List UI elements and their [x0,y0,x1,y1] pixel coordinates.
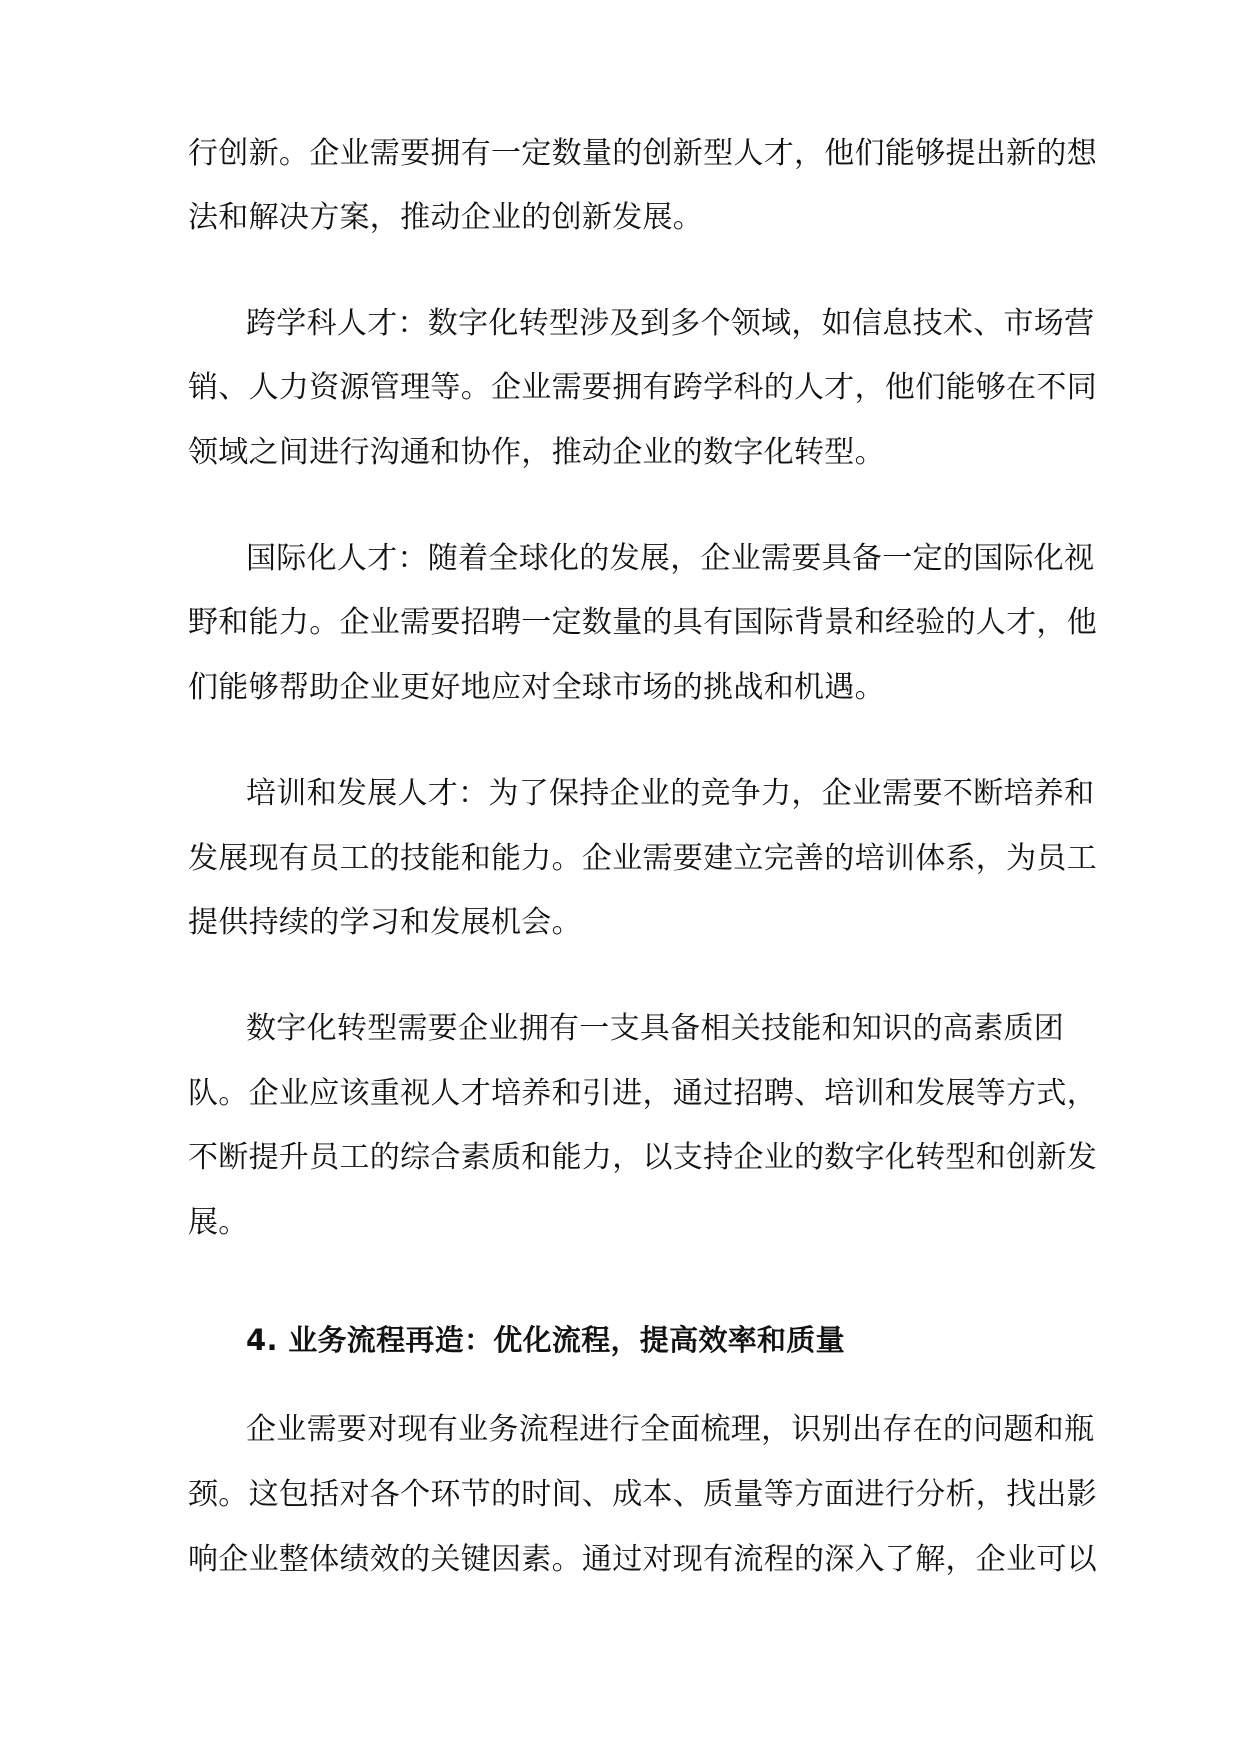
text-line: 行创新。企业需要拥有一定数量的创新型人才，他们能够提出新的想 [188,136,1097,171]
paragraph-start-line: 国际化人才：随着全球化的发展，企业需要具备一定的国际化视 [246,541,1095,576]
text-line: 颈。这包括对各个环节的时间、成本、质量等方面进行分析，找出影 [188,1477,1097,1512]
paragraph-start-line: 数字化转型需要企业拥有一支具备相关技能和知识的高素质团 [246,1011,1065,1046]
paragraph-start-line: 跨学科人才：数字化转型涉及到多个领域，如信息技术、市场营 [246,306,1095,341]
text-line: 提供持续的学习和发展机会。 [188,905,582,940]
text-line: 领域之间进行沟通和协作，推动企业的数字化转型。 [188,435,885,470]
paragraph-start-line: 培训和发展人才：为了保持企业的竞争力，企业需要不断培养和 [246,776,1095,811]
text-line: 队。企业应该重视人才培养和引进，通过招聘、培训和发展等方式， [188,1076,1097,1111]
text-line: 不断提升员工的综合素质和能力，以支持企业的数字化转型和创新发 [188,1140,1097,1175]
text-line: 发展现有员工的技能和能力。企业需要建立完善的培训体系，为员工 [188,841,1097,876]
text-line: 们能够帮助企业更好地应对全球市场的挑战和机遇。 [188,670,885,705]
section-heading: 4. 业务流程再造：优化流程，提高效率和质量 [246,1323,845,1357]
text-line: 销、人力资源管理等。企业需要拥有跨学科的人才，他们能够在不同 [188,370,1097,405]
text-line: 法和解决方案，推动企业的创新发展。 [188,200,704,235]
paragraph-start-line: 企业需要对现有业务流程进行全面梳理，识别出存在的问题和瓶 [246,1412,1095,1447]
text-line: 野和能力。企业需要招聘一定数量的具有国际背景和经验的人才，他 [188,605,1097,640]
text-line: 展。 [188,1205,249,1240]
text-line: 响企业整体绩效的关键因素。通过对现有流程的深入了解，企业可以 [188,1542,1097,1577]
